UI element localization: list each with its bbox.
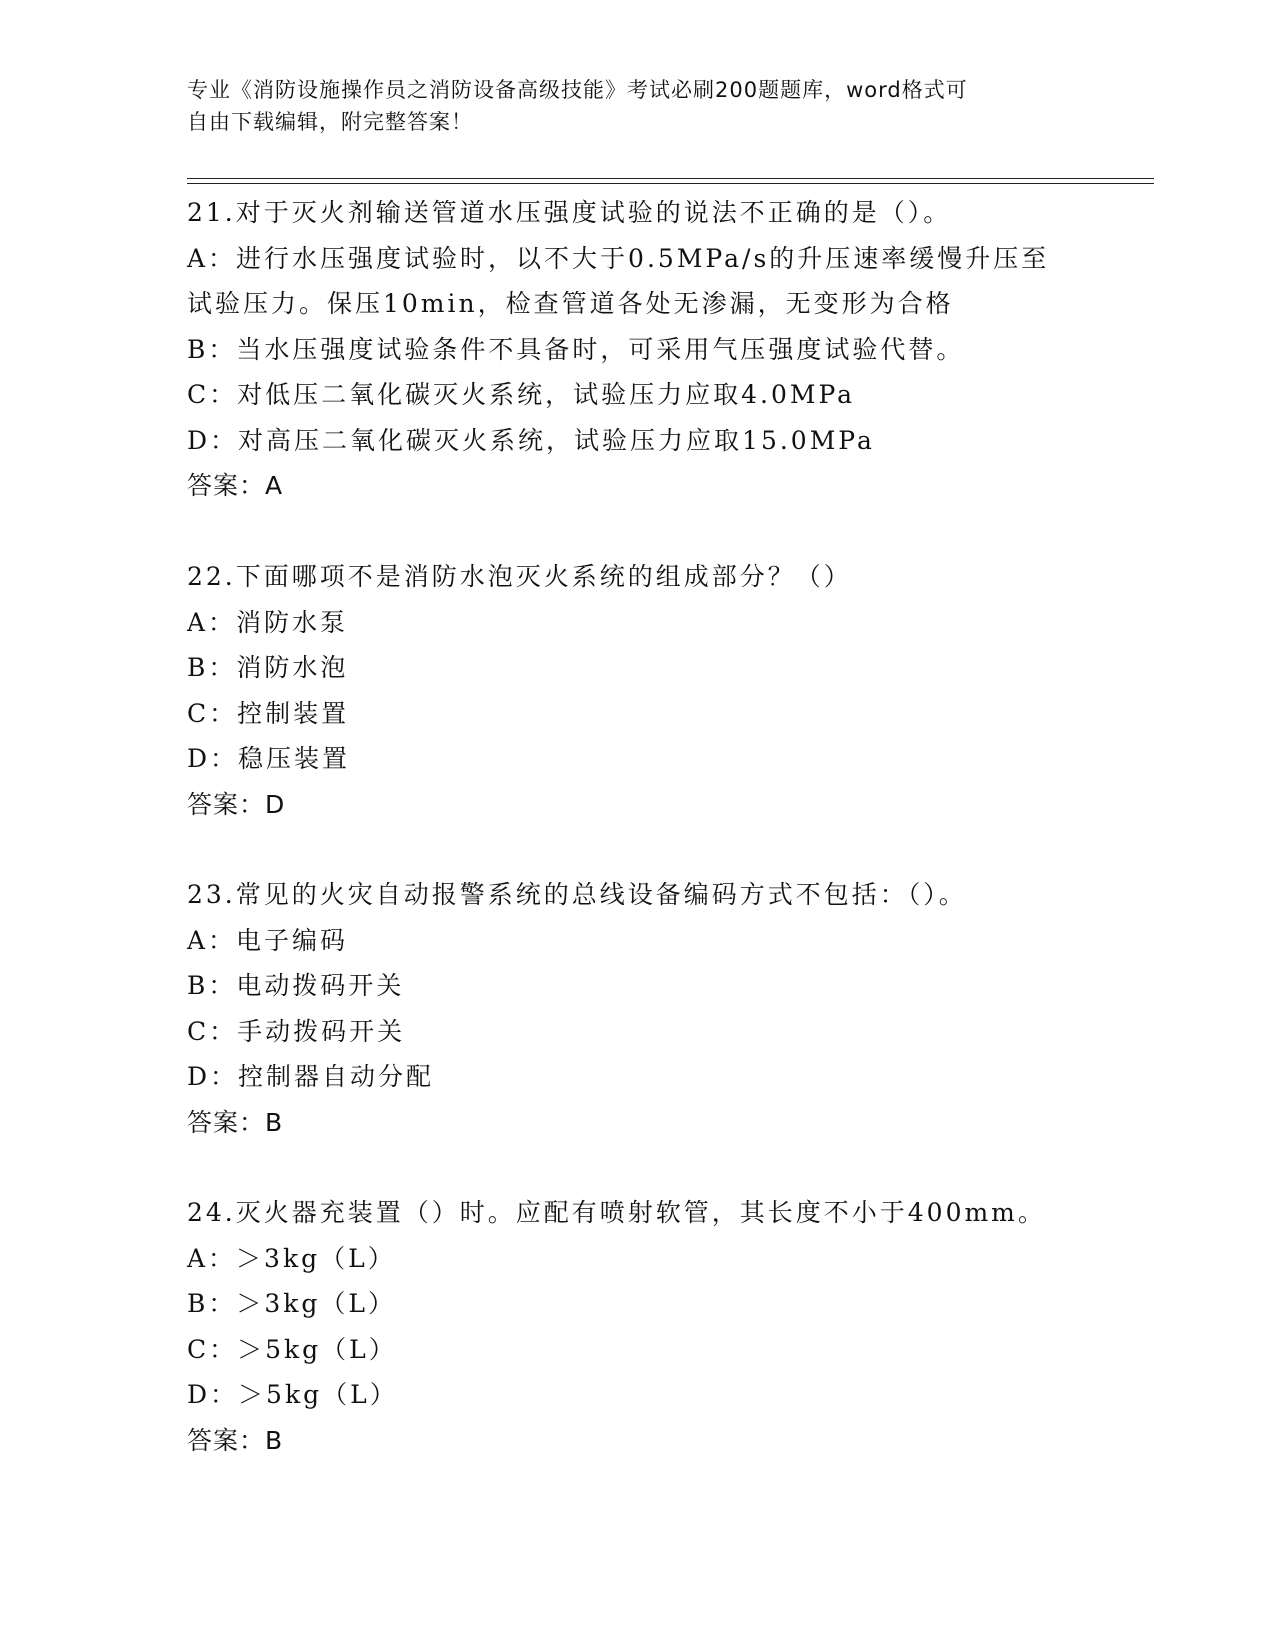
option-b: B：＞3kg（L） — [187, 1289, 397, 1318]
option-d: D：对高压二氧化碳灭火系统，试验压力应取15.0MPa — [187, 425, 875, 455]
question-stem: 23.常见的火灾自动报警系统的总线设备编码方式不包括：（）。 — [187, 880, 967, 909]
header-divider-top — [187, 178, 1154, 179]
option-b: B：电动拨码开关 — [187, 971, 405, 1000]
answer-label: 答案：A — [187, 471, 284, 500]
document-header — [187, 74, 1087, 138]
answer-label: 答案：B — [187, 1425, 284, 1455]
question-22 — [187, 554, 1147, 827]
option-d: D：＞5kg（L） — [187, 1380, 398, 1409]
option-b: B：当水压强度试验条件不具备时，可采用气压强度试验代替。 — [187, 334, 965, 364]
option-a: A：进行水压强度试验时，以不大于0.5MPa/s的升压速率缓慢升压至试验压力。保压10min，检查管道各处无渗漏，无变形为合格 — [187, 243, 1050, 318]
option-c: C：手动拨码开关 — [187, 1016, 406, 1046]
question-stem: 24.灭火器充装置（）时。应配有喷射软管，其长度不小于400mm。 — [187, 1198, 1046, 1227]
header-line-1: 专业《消防设施操作员之消防设备高级技能》考试必刷200题题库，word格式可 — [187, 78, 968, 102]
option-d: D：控制器自动分配 — [187, 1062, 435, 1091]
question-23 — [187, 872, 1147, 1145]
question-stem: 21.对于灭火剂输送管道水压强度试验的说法不正确的是（）。 — [187, 198, 952, 227]
option-b: B：消防水泡 — [187, 653, 349, 682]
question-21 — [187, 190, 1147, 509]
option-a: A：电子编码 — [187, 925, 349, 955]
option-d: D：稳压装置 — [187, 744, 351, 773]
option-c: C：＞5kg（L） — [187, 1334, 397, 1364]
option-a: A：消防水泵 — [187, 607, 349, 637]
header-divider-bottom — [187, 183, 1154, 184]
header-line-2: 自由下载编辑，附完整答案！ — [187, 110, 473, 134]
answer-label: 答案：B — [187, 1107, 284, 1137]
option-a: A：＞3kg（L） — [187, 1243, 396, 1273]
option-c: C：控制装置 — [187, 698, 350, 728]
question-24 — [187, 1190, 1147, 1463]
option-c: C：对低压二氧化碳灭火系统，试验压力应取4.0MPa — [187, 380, 856, 409]
question-stem: 22.下面哪项不是消防水泡灭火系统的组成部分？（） — [187, 562, 852, 591]
answer-label: 答案：D — [187, 789, 286, 819]
